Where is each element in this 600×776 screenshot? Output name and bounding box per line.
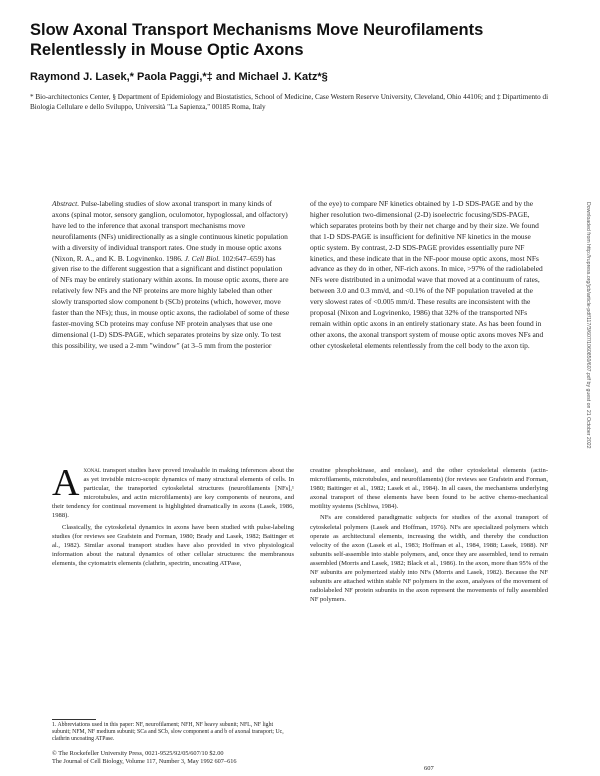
abstract-right-column [310,199,546,352]
body-right-column [310,466,548,606]
drop-cap-letter: A [52,462,80,504]
copyright-line: © The Rockefeller University Press, 0021-9525/92/05/607/10 $2.00 The Journal of Cell Biology, Volume 117, Number 3, May 1992 607–616 [52,750,237,765]
intro-paragraph-1: transport studies have proved invaluable in making inferences about the as yet invisible micro-scopic dynamics of many structural elements of cells. In particular, the transported cytoskeletal structures (neurofilaments [NFs],¹ microtubules, and actin microfilaments) are key components of neurons, and their tendency for continual movement is highlighted dramatically in axons (Lasek, 1986, 1988). [52,467,294,520]
author-affiliations: * Bio-architectonics Center, § Department of Epidemiology and Biostatistics, School of Medicine, Case Western Reserve University, Cleveland, Ohio 44106; and ‡ Dipartimento di Biologia Cellulare e dello Sviluppo, Università "La Sapienza," 00185 Roma, Italy [30,93,549,111]
download-watermark: Downloaded from http://rupress.org/jcb/article-pdf/117/3/607/1060850/607.pdf by guest on 21 October 2022 [585,202,591,449]
lead-smallcaps: xonal [83,467,101,474]
intro-paragraph-4: NFs are considered paradigmatic subjects for studies of the axonal transport of cytoskeletal polymers (Lasek and Hoffman, 1976). NFs are specialized polymers which operate as architectural elements, increasing the width, and thereby the conduction velocity of the axon (Lasek et al., 1983; Hoffman et al., 1984, 1988; Lasek, 1988). NF subunits self-assemble into stable polymers, and, once they are assembled, tend to remain assembled (Morris and Lasek, 1982; Black et al., 1986). In the axon, more than 95% of the NF subunits are polymerized stably into NFs (Morris and Lasek, 1982). Because the NF subunits are attached within stable NF polymers in the axon, analyses of the movement of radiolabeled NF protein subunits in the axon represent the movements of fully assembled NF polymers. [310,514,548,604]
abstract-left-column [52,199,290,352]
intro-paragraph-2: Classically, the cytoskeletal dynamics in axons have been studied with pulse-labeling studies (for reviews see Grafstein and Forman, 1980; Brady and Lasek, 1982; Baitinger et al., 1982). Similar axonal transport studies have also provided in vivo physiological information about the natural dynamics of other cellular structures: the membranous elements, the cytomatrix elements (clathrin, spectrin, uncoating ATPase, [52,523,294,567]
abstract-text-part1: Pulse-labeling studies of slow axonal transport in many kinds of axons (spinal motor, sensory ganglion, oculomotor, hypoglossal, and olfactory) have led to the inference that axonal transport mechanisms move neurofilaments (NFs) unidirectionally as a single continuous kinetic population with a diversity of individual transport rates. One study in mouse optic axons (Nixon, R. A., and K. B. Logvinenko. 1986. [52,199,288,263]
abbreviations-footnote: 1. Abbreviations used in this paper: NF, neurofilament; NFH, NF heavy subunit; NFL, NF light subunit; NFM, NF medium subunit; SCa and SCb, slow component a and b of axonal transport; Uc, clathrin uncoating ATPase. [52,722,284,743]
abstract-text-part2: 102:647–659) has given rise to the different suggestion that a significant and distinct population of NFs may be entirely stationary within axons. In mouse optic axons, there are relatively few NFs and the NF proteins are more highly labeled than other slowly transported slow component b (SCb) proteins (which, however, move faster than the NFs); thus, in mouse optic axons, the radiolabel of some of these faster-moving SCb proteins may confuse NF protein analyses that use one dimensional (1-D) SDS-PAGE, which separates proteins by size only. To test this possibility, we used a 2-mm "window" (at 3–5 mm from the posterior [52,253,290,350]
intro-paragraph-3: creatine phosphokinase, and enolase), and the other cytoskeletal elements (actin-microfilaments, microtubules, and neurofilaments) (for reviews see Grafstein and Forman, 1980; Baitinger et al., 1982; Lasek et al., 1984). In all cases, the mechanisms underlying axonal transport of these elements have been found to be active chemo-mechanical motility systems (Schliwa, 1984). [310,467,548,511]
body-left-column [52,462,294,570]
article-title: Slow Axonal Transport Mechanisms Move Neurofilaments Relentlessly in Mouse Optic Axons [30,21,484,59]
abstract-text-right: of the eye) to compare NF kinetics obtained by 1-D SDS-PAGE and by the higher resolution two-dimensional (2-D) isoelectric focusing/SDS-PAGE, which separates proteins both by their net charge and by their size. We found that 1-D SDS-PAGE is insufficient for definitive NF kinetics in the mouse optic system. By contrast, 2-D SDS-PAGE provides essentially pure NF kinetics, and these indicate that in the NF-poor mouse optic axons, most NFs advance as they do in other, NF-rich axons. In mice, >97% of the radiolabeled NFs were distributed in a unimodal wave that moved at a continuum of rates, between 3.0 and 0.3 mm/d, and <0.1% of the NF population traveled at the very slowest rates of <0.005 mm/d. These results are inconsistent with the proposal (Nixon and Logvinenko, 1986) that 32% of the transported NFs remain within optic axons in an entirely stationary state. As has been found in other axons, the axonal transport system of mouse optic axons moves NFs and other cytoskeletal elements relentlessly from the cell body to the axon tip. [310,199,544,350]
author-list: Raymond J. Lasek,* Paola Paggi,*‡ and Michael J. Katz*§ [30,71,328,83]
footnote-divider [52,719,96,720]
page-number: 607 [424,765,434,772]
abstract-heading: Abstract. [52,199,80,208]
abstract-journal-ref: J. Cell Biol. [184,253,221,263]
